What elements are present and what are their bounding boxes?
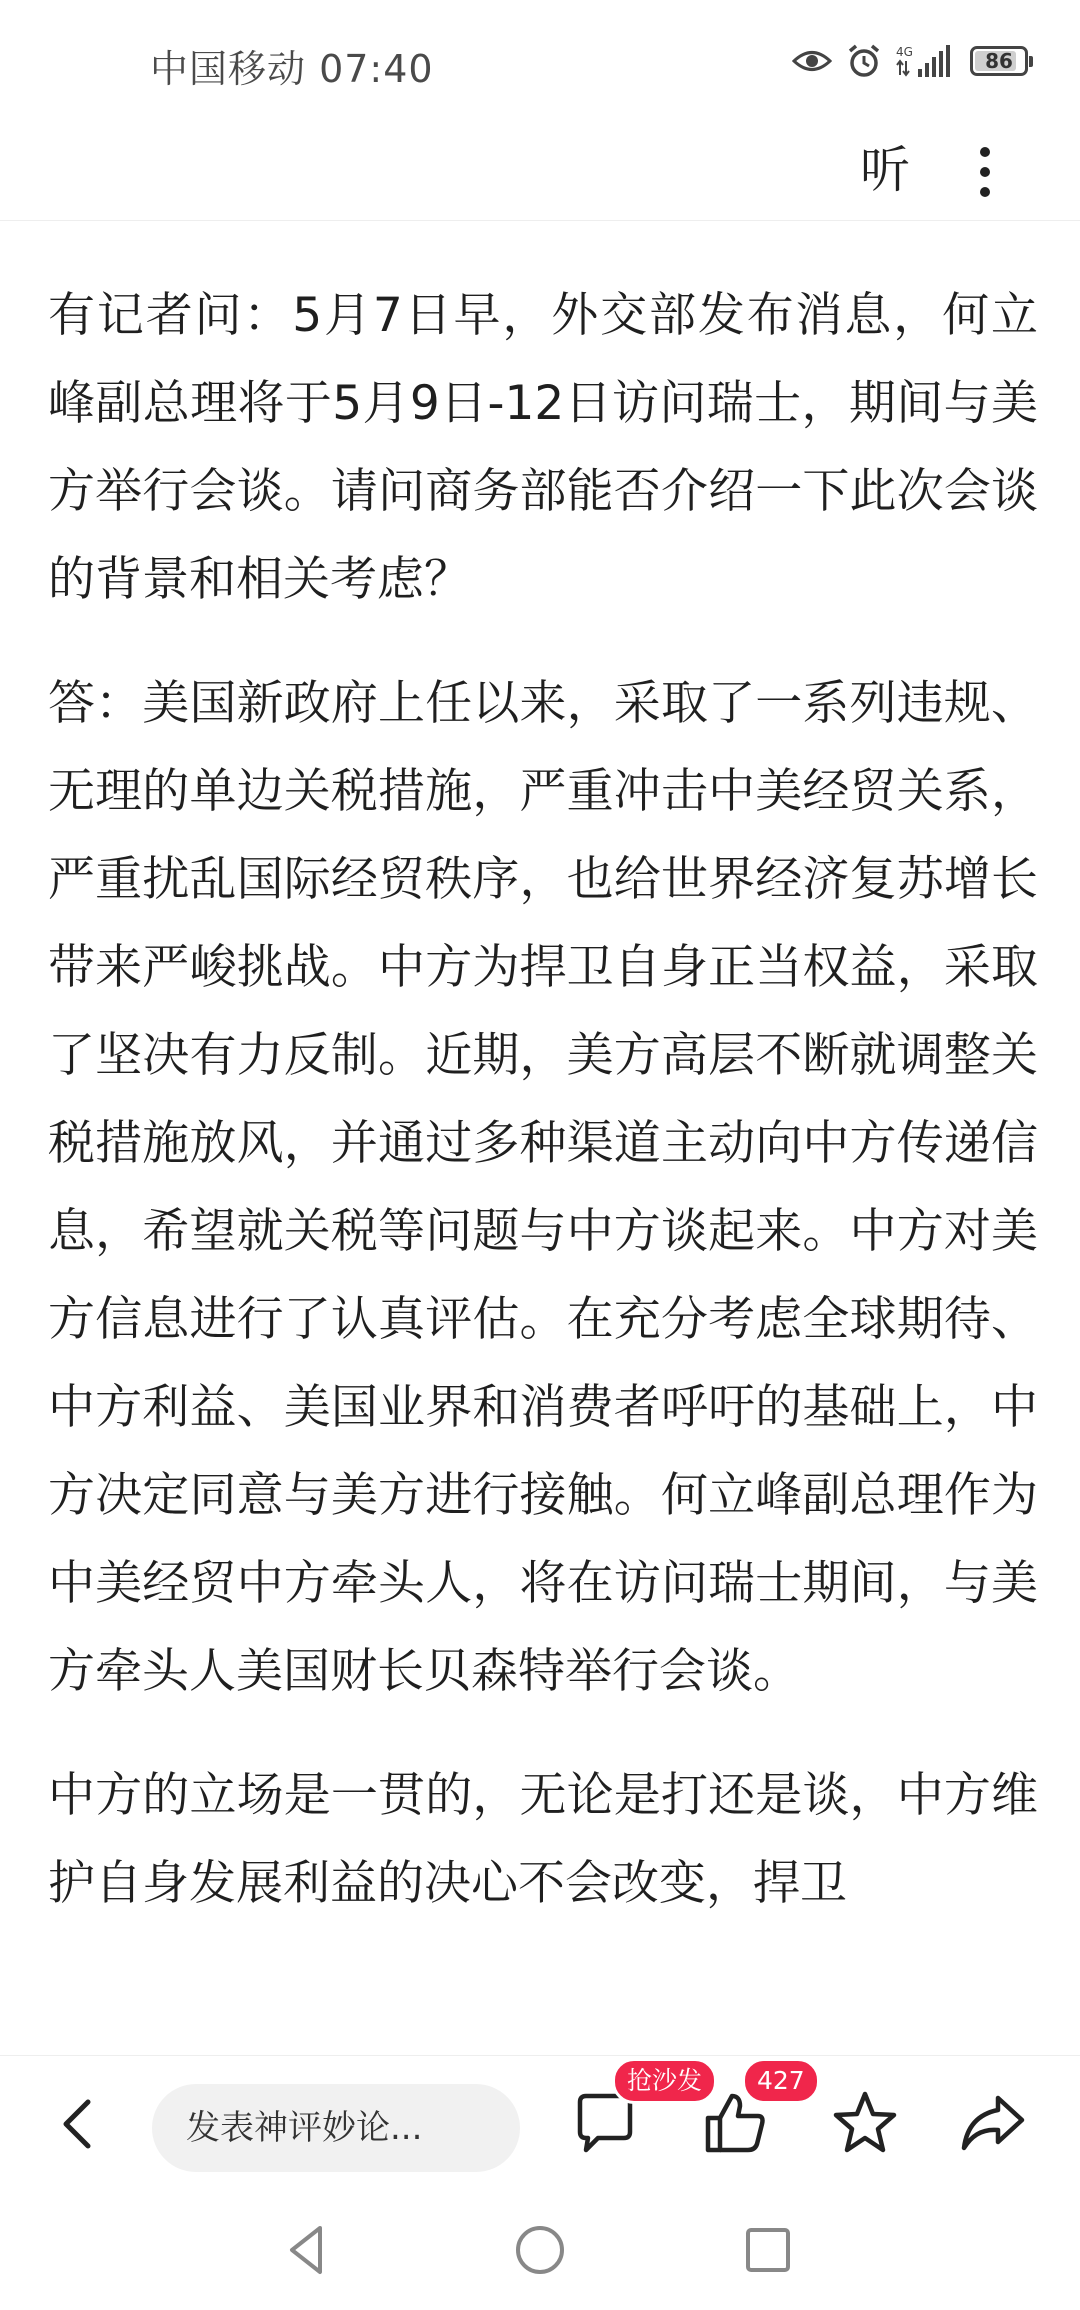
listen-button[interactable]: 听: [860, 141, 910, 199]
battery-icon: [970, 46, 1028, 76]
star-icon[interactable]: [830, 2088, 900, 2158]
status-icons: [792, 38, 1028, 84]
app-header: [0, 120, 1080, 221]
nav-home-icon[interactable]: [510, 2220, 570, 2280]
battery-level: 86: [985, 49, 1013, 73]
like-count-badge: 427: [742, 2058, 820, 2104]
article-paragraph: 答：美国新政府上任以来，采取了一系列违规、无理的单边关税措施，严重冲击中美经贸关系，严重扰乱国际经贸秩序，也给世界经济复苏增长带来严峻挑战。中方为捍卫自身正当权益，采取了坚决有力反制。近期，美方高层不断就调整关税措施放风，并通过多种渠道主动向中方传递信息，希望就关税等问题与中方谈起来。中方对美方信息进行了认真评估。在充分考虑全球期待、中方利益、美国业界和消费者呼吁的基础上，中方决定同意与美方进行接触。何立峰副总理作为中美经贸中方牵头人，将在访问瑞士期间，与美方牵头人美国财长贝森特举行会谈。: [48, 676, 1038, 1699]
bottom-action-bar: [0, 2055, 1080, 2191]
nav-back-icon[interactable]: [278, 2220, 338, 2280]
more-vertical-icon[interactable]: [960, 132, 1010, 212]
carrier-time: 中国移动 07:40: [150, 47, 434, 91]
nav-recents-icon[interactable]: [738, 2220, 798, 2280]
alarm-icon: [846, 43, 882, 79]
article-body: [48, 272, 1038, 2054]
article-paragraph: 有记者问：5月7日早，外交部发布消息，何立峰副总理将于5月9日-12日访问瑞士，期间与美方举行会谈。请问商务部能否介绍一下此次会谈的背景和相关考虑？: [48, 288, 1038, 607]
comment-badge: 抢沙发: [612, 2058, 717, 2104]
article-paragraph: 中方的立场是一贯的，无论是打还是谈，中方维护自身发展利益的决心不会改变，捍卫: [48, 1768, 1038, 1911]
eye-icon: [792, 46, 832, 76]
comment-input[interactable]: 发表神评妙论...: [152, 2084, 520, 2172]
status-bar: [0, 0, 1080, 120]
signal-icon: [896, 43, 956, 79]
system-nav-bar: [0, 2190, 1080, 2310]
back-icon[interactable]: [50, 2094, 110, 2154]
share-icon[interactable]: [958, 2088, 1028, 2158]
network-label: 4G: [896, 45, 913, 59]
